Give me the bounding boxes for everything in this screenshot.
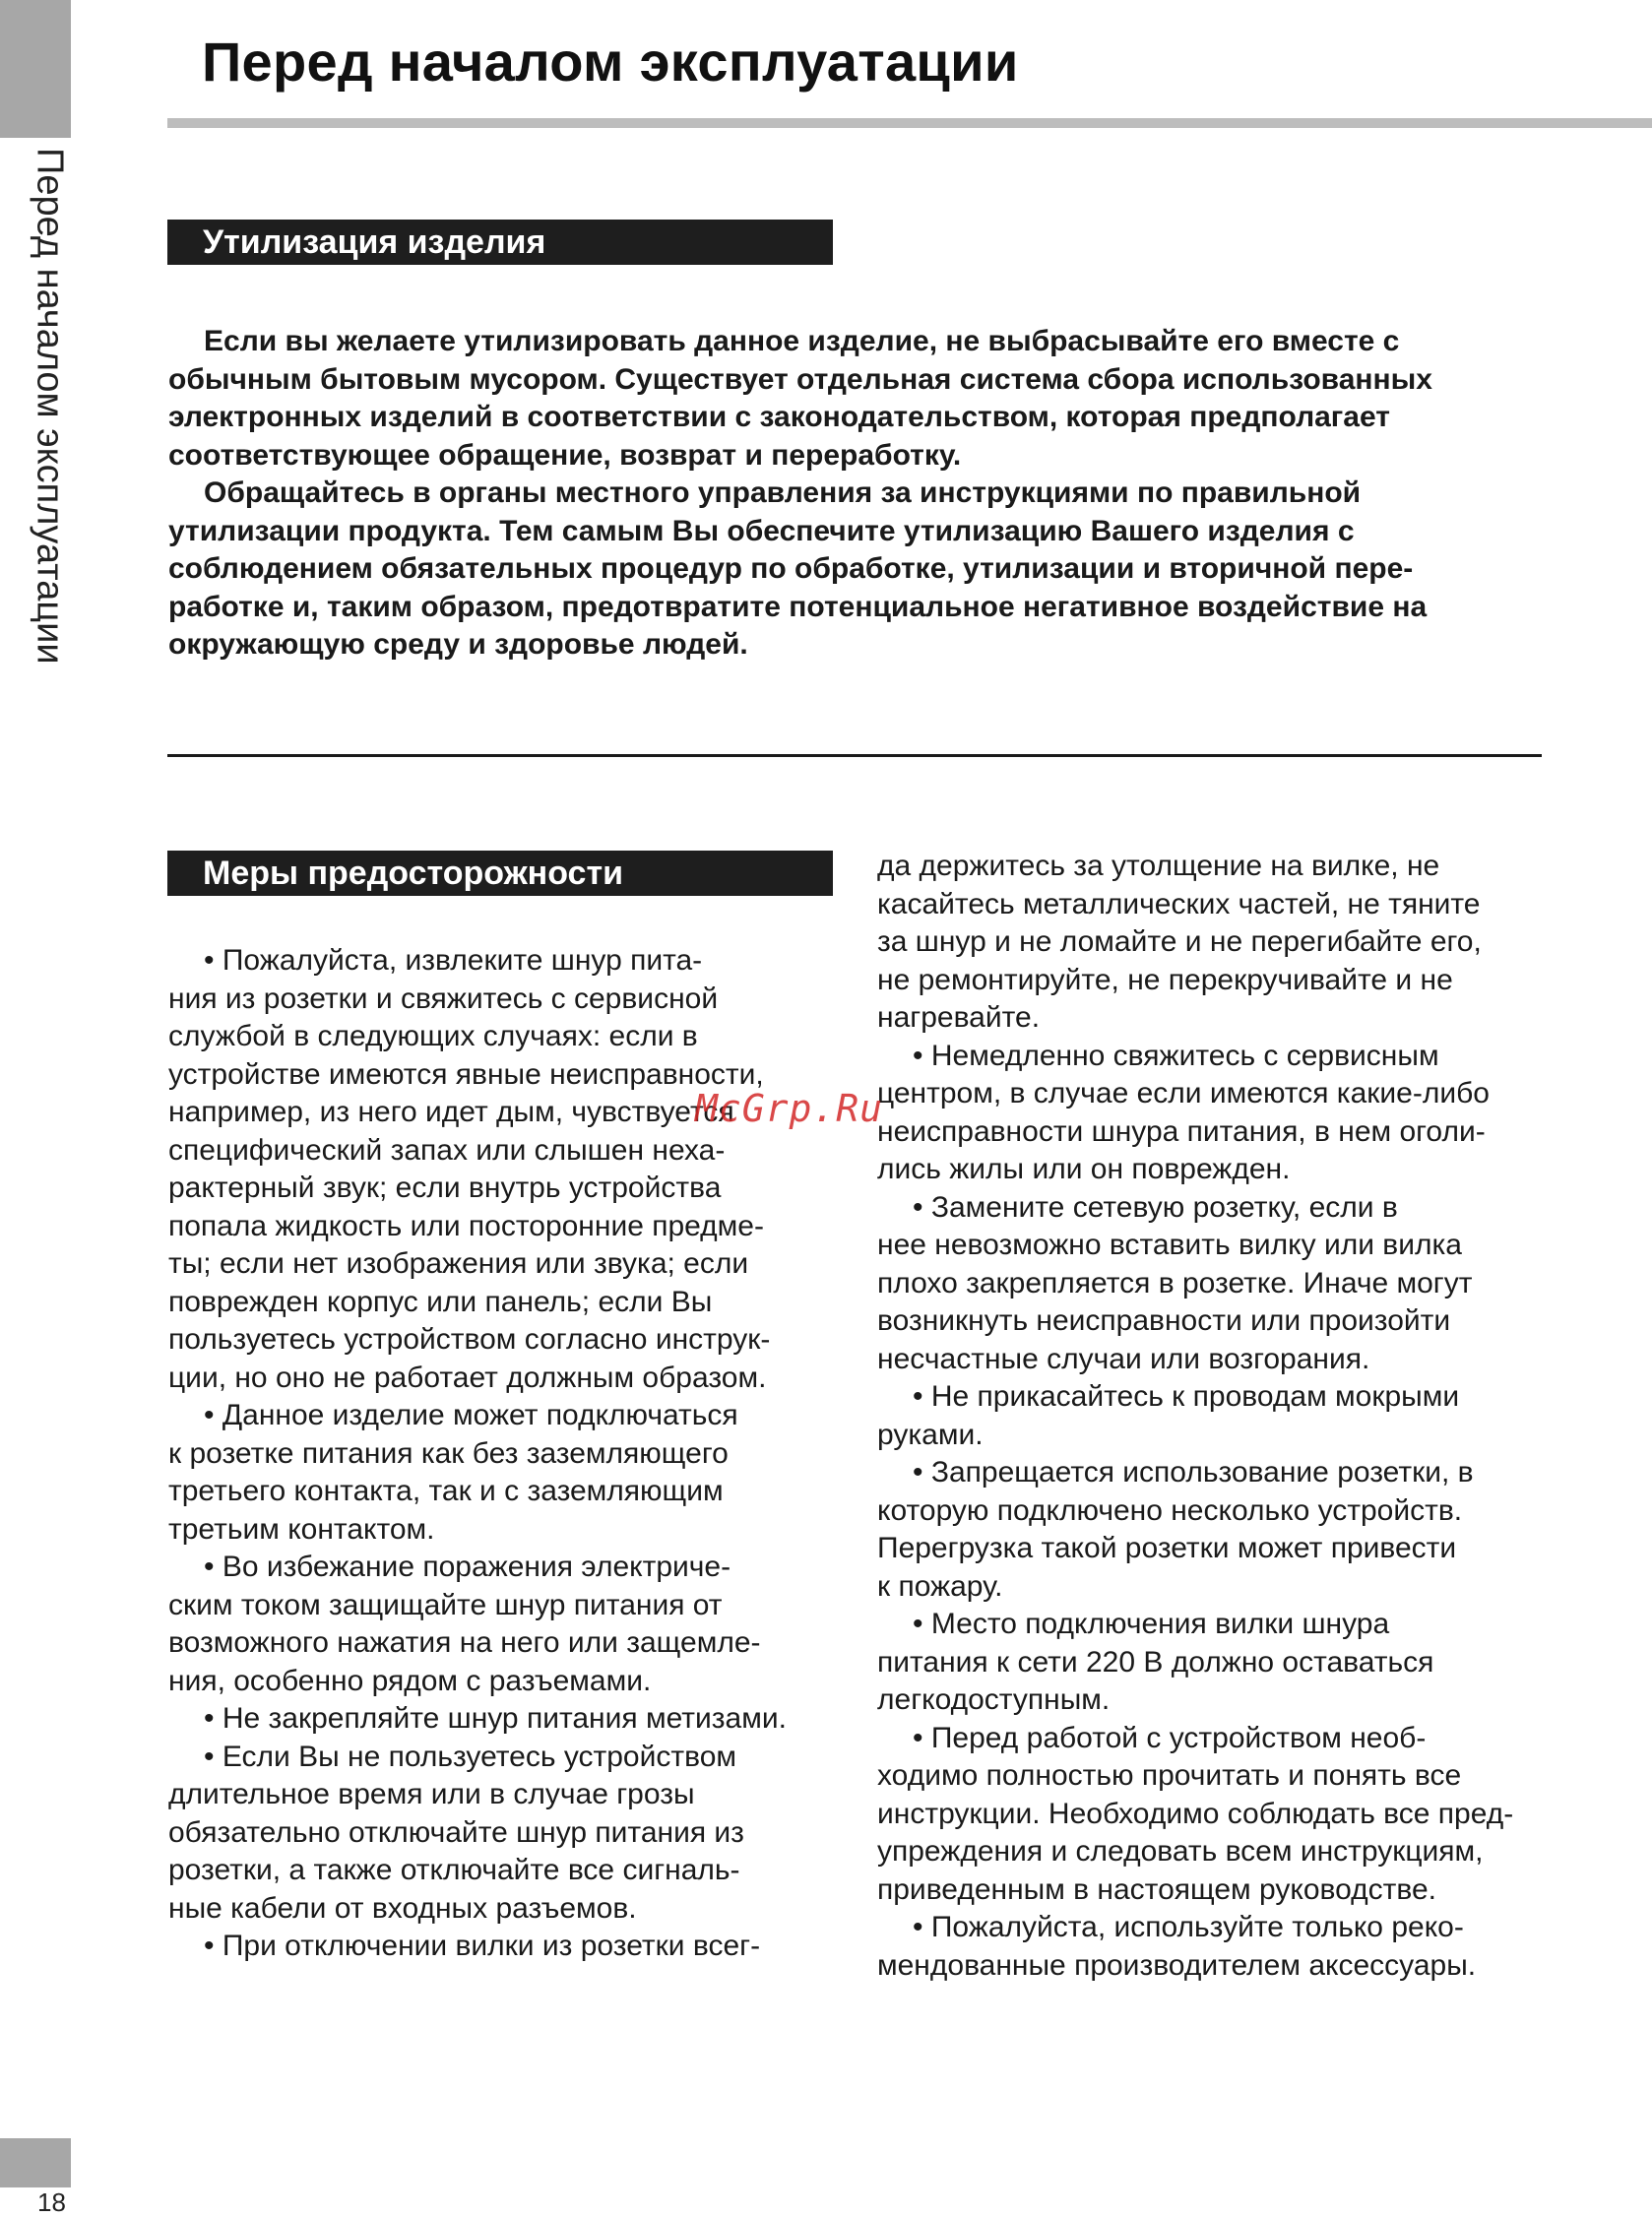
precaution-line: инструкции. Необходимо соблюдать все пред-	[877, 1797, 1514, 1830]
precautions-right-column	[877, 848, 1513, 1985]
precaution-line: службой в следующих случаях: если в	[168, 1020, 698, 1052]
precaution-line: • Перед работой с устройством необ-	[913, 1721, 1427, 1754]
precaution-line: за шнур и не ломайте и не перегибайте его,	[877, 925, 1482, 958]
precaution-line: • При отключении вилки из розетки всег-	[204, 1930, 761, 1962]
watermark: McGrp.Ru	[695, 1087, 884, 1130]
precaution-line: плохо закрепляется в розетке. Иначе могут	[877, 1266, 1473, 1299]
precaution-line: • Замените сетевую розетку, если в	[913, 1190, 1398, 1224]
precaution-line: руками.	[877, 1418, 984, 1451]
disposal-line: Обращайтесь в органы местного управления за инструкциями по правильной	[204, 476, 1362, 509]
precaution-line: ния из розетки и свяжитесь с сервисной	[168, 982, 719, 1015]
precaution-line: лись жилы или он поврежден.	[877, 1153, 1291, 1185]
precaution-line: ским током защищайте шнур питания от	[168, 1588, 723, 1621]
disposal-line: утилизации продукта. Тем самым Вы обеспечите утилизацию Вашего изделия с	[168, 514, 1355, 547]
page-number: 18	[37, 2187, 66, 2217]
precaution-line: • Не закрепляйте шнур питания метизами.	[204, 1702, 787, 1735]
title-rule	[167, 118, 1652, 128]
precaution-line: да держитесь за утолщение на вилке, не	[877, 850, 1440, 882]
disposal-line: работке и, таким образом, предотвратите потенциальное негативное воздействие на	[168, 590, 1428, 623]
precaution-line: несчастные случаи или возгорания.	[877, 1342, 1370, 1375]
precaution-line: ции, но оно не работает должным образом.	[168, 1361, 767, 1394]
precautions-left-column	[168, 942, 787, 1966]
precaution-line: упреждения и следовать всем инструкциям,	[877, 1835, 1484, 1868]
precaution-line: третьим контактом.	[168, 1512, 435, 1546]
page-tab-marker	[0, 2138, 71, 2187]
precaution-line: розетки, а также отключайте все сигналь-	[168, 1854, 740, 1886]
disposal-line: соблюдением обязательных процедур по обработке, утилизации и вторичной пере-	[168, 552, 1414, 585]
precaution-line: которую подключено несколько устройств.	[877, 1493, 1463, 1527]
precaution-line: питания к сети 220 В должно оставаться	[877, 1645, 1434, 1679]
precaution-line: поврежден корпус или панель; если Вы	[168, 1285, 713, 1318]
side-section-title-text: Перед началом эксплуатации	[29, 148, 71, 665]
disposal-line: электронных изделий в соответствии с законодательством, которая предполагает	[168, 401, 1390, 433]
disposal-line: Если вы желаете утилизировать данное изделие, не выбрасывайте его вместе с	[204, 325, 1400, 357]
precaution-line: не ремонтируйте, не перекручивайте и не	[877, 963, 1453, 996]
precaution-line: к пожару.	[877, 1569, 1003, 1603]
precaution-line: к розетке питания как без заземляющего	[168, 1436, 729, 1470]
precaution-line: • Пожалуйста, извлеките шнур пита-	[204, 944, 703, 977]
precaution-line: • Запрещается использование розетки, в	[913, 1456, 1474, 1489]
disposal-line: обычным бытовым мусором. Существует отдельная система сбора использованных	[168, 362, 1432, 396]
precaution-line: ходимо полностью прочитать и понять все	[877, 1759, 1462, 1792]
precaution-line: устройстве имеются явные неисправности,	[168, 1057, 764, 1091]
precaution-line: • Во избежание поражения электриче-	[204, 1551, 731, 1583]
precaution-line: • Пожалуйста, используйте только реко-	[913, 1911, 1464, 1943]
precaution-line: • Место подключения вилки шнура	[913, 1608, 1390, 1640]
precaution-line: • Не прикасайтесь к проводам мокрыми	[913, 1380, 1460, 1413]
precaution-line: ные кабели от входных разъемов.	[168, 1891, 637, 1925]
precaution-line: нее невозможно вставить вилку или вилка	[877, 1229, 1462, 1261]
precaution-line: приведенным в настоящем руководстве.	[877, 1872, 1436, 1906]
side-section-title	[0, 148, 98, 699]
precaution-line: пользуетесь устройством согласно инструк-	[168, 1323, 771, 1356]
disposal-line: соответствующее обращение, возврат и переработку.	[168, 438, 962, 472]
precautions-heading: Меры предосторожности	[167, 851, 833, 896]
precaution-line: длительное время или в случае грозы	[168, 1778, 695, 1810]
precaution-line: возникнуть неисправности или произойти	[877, 1304, 1451, 1337]
precaution-line: попала жидкость или посторонние предме-	[168, 1209, 764, 1242]
precaution-line: мендованные производителем аксессуары.	[877, 1948, 1477, 1982]
precaution-line: например, из него идет дым, чувствуется	[168, 1096, 734, 1128]
precaution-line: третьего контакта, так и с заземляющим	[168, 1475, 724, 1507]
page-title: Перед началом эксплуатации	[202, 31, 1019, 93]
precaution-line: возможного нажатия на него или защемле-	[168, 1626, 761, 1659]
precaution-line: Перегрузка такой розетки может привести	[877, 1532, 1457, 1564]
precaution-line: специфический запах или слышен неха-	[168, 1133, 726, 1167]
precaution-line: ния, особенно рядом с разъемами.	[168, 1664, 652, 1697]
precaution-line: • Данное изделие может подключаться	[204, 1399, 738, 1431]
side-tab-marker	[0, 0, 71, 138]
precaution-line: неисправности шнура питания, в нем оголи-	[877, 1114, 1486, 1148]
precaution-line: • Если Вы не пользуетесь устройством	[204, 1740, 737, 1773]
precaution-line: касайтесь металлических частей, не тяните	[877, 887, 1481, 920]
disposal-line: окружающую среду и здоровье людей.	[168, 628, 748, 661]
section-divider	[167, 754, 1542, 757]
precaution-line: нагревайте.	[877, 1001, 1041, 1034]
precaution-line: легкодоступным.	[877, 1683, 1111, 1716]
precaution-line: • Немедленно свяжитесь с сервисным	[913, 1039, 1439, 1072]
precaution-line: обязательно отключайте шнур питания из	[168, 1815, 744, 1849]
precaution-line: центром, в случае если имеются какие-либо	[877, 1077, 1490, 1109]
disposal-heading: Утилизация изделия	[167, 220, 833, 265]
disposal-text	[168, 323, 1547, 665]
precaution-line: ты; если нет изображения или звука; если	[168, 1247, 749, 1280]
precaution-line: рактерный звук; если внутрь устройства	[168, 1172, 722, 1204]
